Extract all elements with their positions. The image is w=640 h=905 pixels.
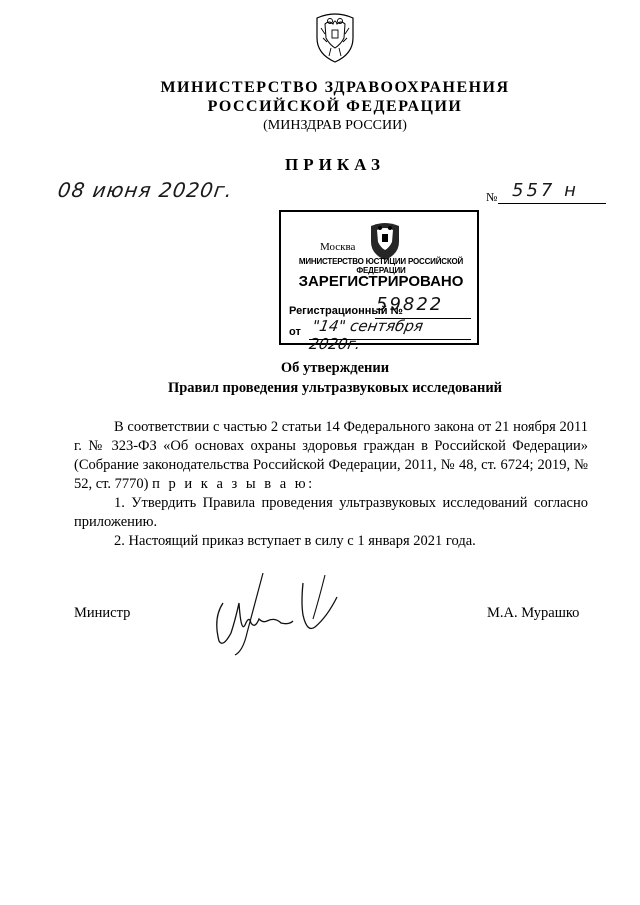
ministry-abbreviation: (МИНЗДРАВ РОССИИ) xyxy=(263,118,407,133)
signatory-title: Министр xyxy=(74,605,131,621)
order-number-underline xyxy=(498,203,606,204)
order-subject xyxy=(0,358,640,398)
stamp-city: Москва xyxy=(320,241,356,253)
item-1: 1. Утвердить Правила проведения ультразвуковых исследований согласно приложению. xyxy=(74,495,588,530)
stamp-coat-of-arms-icon xyxy=(366,218,404,262)
order-number-handwritten: 557 н xyxy=(512,180,579,201)
directive-text: п р и к а з ы в а ю: xyxy=(152,476,315,492)
stamp-organization: МИНИСТЕРСТВО ЮСТИЦИИ РОССИЙСКОЙ ФЕДЕРАЦИИ xyxy=(298,257,464,275)
preamble-text: В соответствии с частью 2 статьи 14 Федерального закона от 21 ноября 2011 г. № 323-ФЗ «Об основах охраны здоровья граждан в Российской Федерации» (Собрание законодательства Российской Федерации, 2011, № 48, ст. 6724; 2019, № 52, ст. 7770) xyxy=(74,419,588,492)
stamp-date-handwritten: "14" сентября 2020г. xyxy=(307,317,425,353)
order-date-handwritten: 08 июня 2020г. xyxy=(56,178,235,202)
subject-line1: Об утверждении xyxy=(280,360,390,376)
preamble-paragraph xyxy=(74,418,588,494)
handwritten-signature xyxy=(205,563,345,658)
order-body xyxy=(74,418,588,551)
order-number-label: № xyxy=(486,190,498,204)
coat-of-arms-icon xyxy=(311,8,359,64)
registration-stamp xyxy=(279,210,479,353)
item-2: 2. Настоящий приказ вступает в силу с 1 января 2021 года. xyxy=(114,533,476,549)
stamp-date-label: от xyxy=(289,326,301,338)
stamp-date-underline xyxy=(309,339,471,340)
ministry-header xyxy=(0,78,640,135)
signatory-name: М.А. Мурашко xyxy=(487,605,580,621)
stamp-regno-label: Регистрационный № xyxy=(289,305,403,317)
stamp-regno-handwritten: 59822 xyxy=(376,294,444,315)
order-title: ПРИКАЗ xyxy=(285,155,385,174)
subject-line2: Правил проведения ультразвуковых исследований xyxy=(167,380,503,396)
ministry-name-line2: РОССИЙСКОЙ ФЕДЕРАЦИИ xyxy=(207,98,463,115)
stamp-registered: ЗАРЕГИСТРИРОВАНО xyxy=(298,273,464,290)
ministry-name-line1: МИНИСТЕРСТВО ЗДРАВООХРАНЕНИЯ xyxy=(160,79,510,96)
